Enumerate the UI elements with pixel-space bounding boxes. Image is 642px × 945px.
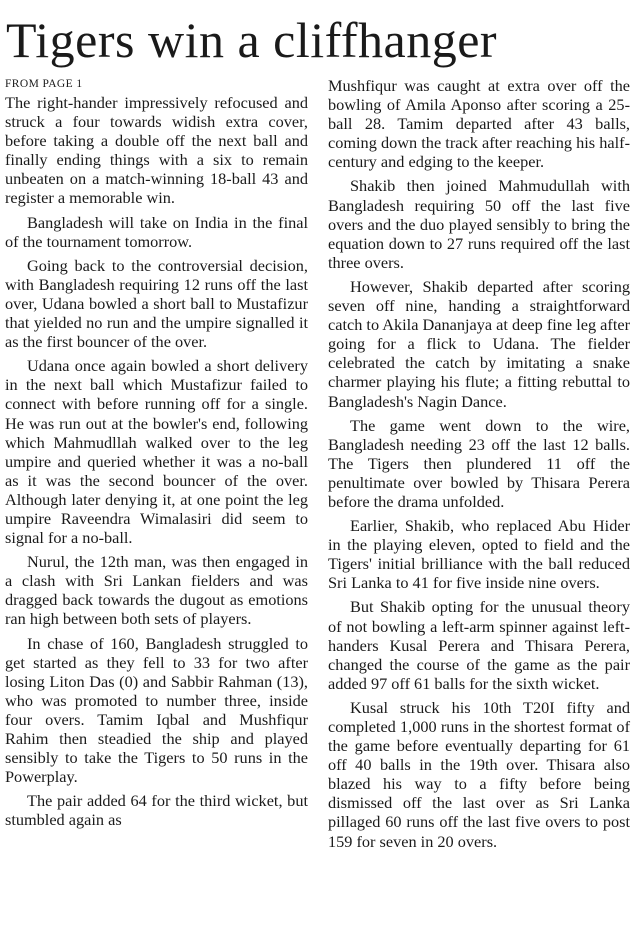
paragraph: Mushfiqur was caught at extra over off the bowling of Amila Aponso after scoring a 25-ball 28. Tamim departed after 43 balls, coming down the track after reaching his half-century and edging to the keeper. xyxy=(328,76,630,172)
paragraph: The right-hander impressively refocused and struck a four towards widish extra cover, before taking a double off the next ball and finally ending things with a six to remain unbeaten on a match-winning 18-ball 43 and register a memorable win. xyxy=(5,93,308,208)
headline: Tigers win a cliffhanger xyxy=(6,12,498,68)
paragraph: Shakib then joined Mahmudullah with Bangladesh requiring 50 off the last five overs and the duo played sensibly to bring the equation down to 27 runs required off the last three overs. xyxy=(328,176,630,272)
paragraph: The game went down to the wire, Bangladesh needing 23 off the last 12 balls. The Tigers then plundered 11 off the penultimate over bowled by Thisara Perera before the drama unfolded. xyxy=(328,415,630,511)
paragraph: In chase of 160, Bangladesh struggled to get started as they fell to 33 for two after losing Liton Das (0) and Sabbir Rahman (13), who was promoted to number three, inside four overs. Tamim Iqbal and Mushfiqur Rahim then steadied the ship and played sensibly to take the Tigers to 50 runs in the Powerplay. xyxy=(5,633,308,787)
paragraph: Udana once again bowled a short delivery in the next ball which Mustafizur failed to connect with before running off for a single. He was run out at the bowler's end, following which Mahmudllah walked over to the leg umpire and queried whether it was a no-ball as it was the second bouncer of the over. Although later denying it, at one point the leg umpire Raveendra Wimalasiri did seem to signal for a no-ball. xyxy=(5,356,308,548)
paragraph: Kusal struck his 10th T20I fifty and completed 1,000 runs in the shortest format of the game before eventually departing for 61 off 40 balls in the 19th over. Thisara also blazed his way to a fifty before being dismissed off the last over as Sri Lanka pillaged 60 runs off the last five overs to post 159 for seven in 20 overs. xyxy=(328,697,630,851)
paragraph: Bangladesh will take on India in the final of the tournament tomorrow. xyxy=(5,212,308,251)
paragraph: However, Shakib departed after scoring seven off nine, handing a straightforward catch to Akila Dananjaya at deep fine leg after going for a flick to Udana. The fielder celebrated the catch by imitating a snake charmer playing his flute; a fitting rebuttal to Bangladesh's Nagin Dance. xyxy=(328,276,630,411)
kicker: FROM PAGE 1 xyxy=(5,78,83,90)
paragraph: Earlier, Shakib, who replaced Abu Hider in the playing eleven, opted to field and the Tigers' initial brilliance with the ball reduced Sri Lanka to 41 for five inside nine overs. xyxy=(328,516,630,593)
paragraph: Going back to the controversial decision, with Bangladesh requiring 12 runs off the last over, Udana bowled a short ball to Mustafizur that yielded no run and the umpire signalled it as the first bouncer of the over. xyxy=(5,255,308,352)
paragraph: But Shakib opting for the unusual theory of not bowling a left-arm spinner against left-handers Kusal Perera and Thisara Perera, changed the course of the game as the pair added 97 off 61 balls for the sixth wicket. xyxy=(328,597,630,693)
article-column-1 xyxy=(5,76,308,834)
article-column-2 xyxy=(328,76,630,856)
paragraph: Nurul, the 12th man, was then engaged in a clash with Sri Lankan fielders and was dragged back towards the dugout as emotions ran high between both sets of players. xyxy=(5,552,308,629)
paragraph: The pair added 64 for the third wicket, but stumbled again as xyxy=(5,791,308,830)
